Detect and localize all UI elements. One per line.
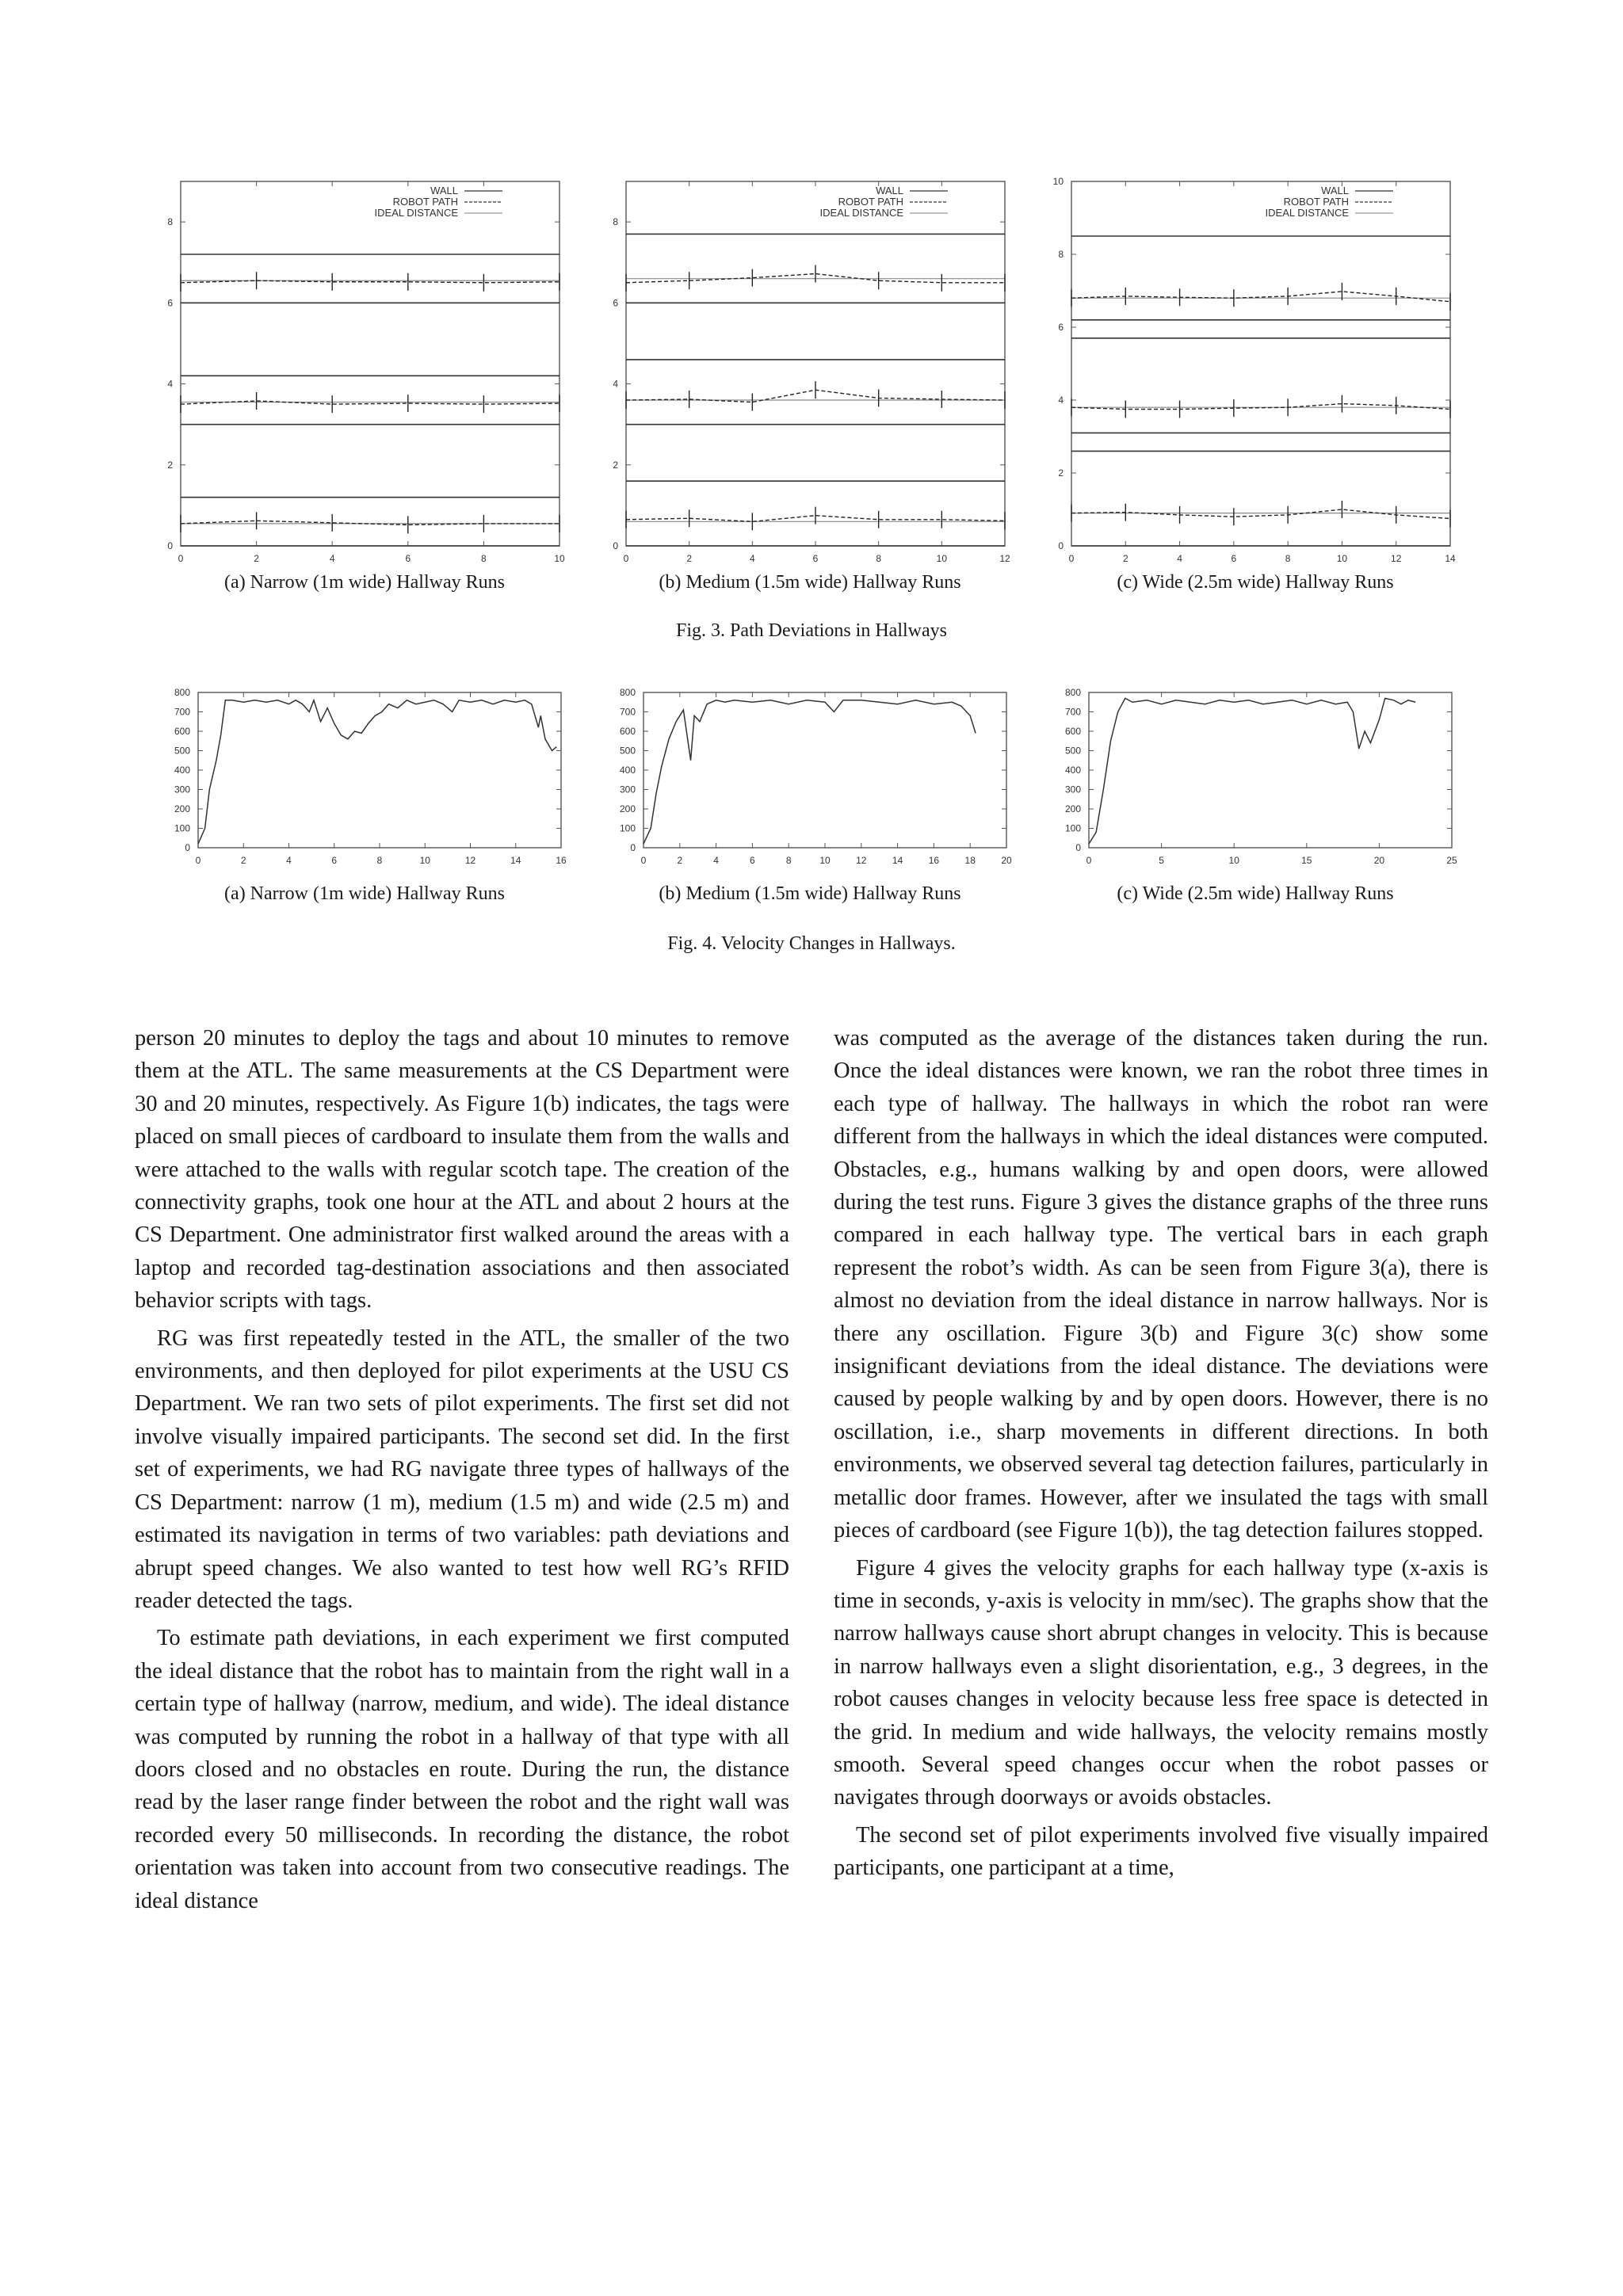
x-tick-label: 8 [1285,553,1291,564]
fig3c-subcaption: (c) Wide (2.5m wide) Hallway Runs [1117,572,1394,593]
x-tick-label: 6 [750,855,755,866]
y-tick-label: 500 [174,745,190,757]
fig4-caption: Fig. 4. Velocity Changes in Hallways. [667,933,956,954]
velocity-chart-narrow [176,689,572,871]
x-tick-label: 4 [713,855,719,866]
legend-label: ROBOT PATH [838,196,903,208]
paragraph: was computed as the average of the distances taken during the run. Once the ideal distances were known, we ran the robot three times in each type of hallway. The hallways in which the robot ran were different from the hallways in which the ideal distances were computed. Obstacles, e.g., humans walking by and open doors, were allowed during the test runs. Figure 3 gives the distance graphs of the three runs compared in each hallway type. The vertical bars in each graph represent the robot’s width. As can be seen from Figure 3(a), there is almost no deviation from the ideal distance in narrow hallways. Nor is there any oscillation. Figure 3(b) and Figure 3(c) show some insignificant deviations from the ideal distance. The deviations were caused by people walking by and by open doors. However, there is no oscillation, i.e., sharp movements in different directions. In both environments, we observed several tag detection failures, particularly in metallic door frames. However, after we insulated the tags with small pieces of cardboard (see Figure 1(b)), the tag detection failures stopped. [834,1026,1488,1543]
y-tick-label: 8 [1058,249,1064,260]
x-tick-label: 20 [1001,855,1012,866]
y-tick-label: 0 [185,842,190,853]
y-tick-label: 700 [174,706,190,718]
y-tick-label: 8 [167,216,173,228]
x-tick-label: 10 [1336,553,1348,564]
x-tick-label: 6 [331,855,338,866]
velocity-line [1089,698,1415,844]
y-tick-label: 100 [174,822,190,834]
legend-label: ROBOT PATH [1283,196,1349,208]
y-tick-label: 6 [167,297,173,309]
y-tick-label: 0 [167,540,173,551]
x-tick-label: 12 [999,553,1010,564]
x-tick-label: 8 [876,553,882,564]
velocity-line [643,700,976,844]
x-tick-label: 16 [928,855,940,866]
x-tick-label: 0 [1086,855,1092,866]
fig3-caption: Fig. 3. Path Deviations in Hallways [676,620,947,641]
plot-frame [1089,692,1452,848]
x-tick-label: 16 [556,855,567,866]
x-tick-label: 6 [1231,553,1237,564]
x-tick-label: 2 [240,855,246,866]
x-tick-label: 6 [812,553,819,564]
y-tick-label: 2 [1058,467,1064,479]
y-tick-label: 4 [613,378,618,390]
y-tick-label: 6 [613,297,618,309]
x-tick-label: 12 [1391,553,1402,564]
y-tick-label: 800 [174,687,190,698]
y-tick-label: 700 [1064,706,1081,718]
x-tick-label: 8 [376,855,383,866]
x-tick-label: 8 [785,855,792,866]
y-tick-label: 400 [619,765,636,776]
path-deviation-chart-narrow [166,178,563,566]
y-tick-label: 500 [619,745,636,757]
robot-path-line [181,521,559,524]
y-tick-label: 100 [619,822,636,834]
x-tick-label: 10 [419,855,430,866]
x-tick-label: 0 [623,553,629,564]
y-tick-label: 300 [619,784,636,795]
legend-label: WALL [1321,185,1349,196]
x-tick-label: 10 [1228,855,1239,866]
x-tick-label: 10 [936,553,948,564]
x-tick-label: 0 [178,553,184,564]
y-tick-label: 100 [1064,822,1081,834]
y-tick-label: 800 [1064,687,1081,698]
x-tick-label: 8 [481,553,487,564]
x-tick-label: 10 [819,855,831,866]
y-tick-label: 700 [619,706,636,718]
y-tick-label: 300 [174,784,190,795]
x-tick-label: 2 [686,553,693,564]
y-tick-label: 8 [613,216,618,228]
paragraph: RG was first repeatedly tested in the ATL, the smaller of the two environments, and then deployed for pilot experiments at the USU CS Department. We ran two sets of pilot experiments. The first set did not involve visually impaired participants. The second set did. In the first set of experiments, we had RG navigate three types of hallways of the CS Department: narrow (1 m), medium (1.5 m) and wide (2.5 m) and estimated its navigation in terms of two variables: path deviations and abrupt speed changes. We also wanted to test how well RG’s RFID reader detected the tags. [135,1325,789,1613]
y-tick-label: 200 [174,803,190,814]
y-tick-label: 2 [613,459,618,471]
plot-frame [626,181,1005,546]
fig4-panel-a [176,689,572,871]
y-tick-label: 600 [174,726,190,737]
x-tick-label: 2 [677,855,683,866]
x-tick-label: 4 [286,855,292,866]
x-tick-label: 2 [254,553,259,564]
legend-label: ROBOT PATH [392,196,458,208]
y-tick-label: 6 [1058,322,1064,333]
fig4-panel-c [1064,687,1463,871]
paragraph: Figure 4 gives the velocity graphs for each hallway type (x-axis is time in seconds, y-axis is velocity in mm/sec). The graphs show that the narrow hallways cause short abrupt changes in velocity. This is because in narrow hallways even a slight disorientation, e.g., 3 degrees, in the robot causes changes in velocity because less free space is detected in the grid. In medium and wide hallways, the velocity remains mostly smooth. Several speed changes occur when the robot passes or navigates through doorways or avoids obstacles. [834,1555,1488,1810]
fig3-panel-a [166,178,563,566]
x-tick-label: 14 [892,855,903,866]
fig4c-subcaption: (c) Wide (2.5m wide) Hallway Runs [1117,883,1394,904]
x-tick-label: 15 [1301,855,1312,866]
fig3b-subcaption: (b) Medium (1.5m wide) Hallway Runs [659,572,961,593]
y-tick-label: 4 [1058,395,1064,406]
y-tick-label: 200 [1064,803,1081,814]
y-tick-label: 200 [619,803,636,814]
x-tick-label: 4 [329,553,335,564]
robot-path-line [1071,292,1450,302]
x-tick-label: 25 [1446,855,1457,866]
y-tick-label: 600 [1064,726,1081,737]
legend-label: IDEAL DISTANCE [819,207,903,219]
y-tick-label: 600 [619,726,636,737]
y-tick-label: 800 [619,687,636,698]
velocity-line [198,700,556,844]
x-tick-label: 5 [1159,855,1164,866]
y-tick-label: 4 [167,378,173,390]
robot-path-line [1071,404,1450,410]
y-tick-label: 500 [1064,745,1081,757]
legend-label: IDEAL DISTANCE [374,207,458,219]
y-tick-label: 400 [174,765,190,776]
velocity-chart-medium [621,689,1018,871]
paragraph: person 20 minutes to deploy the tags and about 10 minutes to remove them at the ATL. The same measurements at the CS Department were 30 and 20 minutes, respectively. As Figure 1(b) indicates, the tags were placed on small pieces of cardboard to insulate them from the walls and were attached to the walls with regular scotch tape. The creation of the connectivity graphs, took one hour at the ATL and about 2 hours at the CS Department. One administrator first walked around the areas with a laptop and recorded tag-destination associations and then associated behavior scripts with tags. [135,1026,789,1314]
path-deviation-chart-wide [1052,176,1456,566]
path-deviation-chart-medium [612,178,1008,566]
x-tick-label: 2 [1122,553,1128,564]
plot-frame [643,692,1006,848]
y-tick-label: 400 [1064,765,1081,776]
fig4-panel-b [621,689,1018,871]
plot-frame [198,692,561,848]
x-tick-label: 20 [1373,855,1385,866]
velocity-chart-wide [1064,687,1463,871]
x-tick-label: 0 [195,855,201,866]
y-tick-label: 0 [1075,842,1081,853]
fig4b-subcaption: (b) Medium (1.5m wide) Hallway Runs [659,883,961,904]
y-tick-label: 2 [167,459,173,471]
x-tick-label: 10 [554,553,565,564]
plot-frame [181,181,559,546]
left-column [135,1022,789,1917]
y-tick-label: 0 [1058,540,1064,551]
y-tick-label: 0 [630,842,636,853]
legend-label: IDEAL DISTANCE [1265,207,1349,219]
x-tick-label: 18 [964,855,976,866]
x-tick-label: 6 [405,553,411,564]
legend-label: WALL [876,185,903,196]
legend-label: WALL [430,185,458,196]
y-tick-label: 0 [613,540,618,551]
fig3-panel-c [1052,176,1456,566]
robot-path-line [1071,509,1450,519]
x-tick-label: 12 [856,855,867,866]
paragraph: To estimate path deviations, in each experiment we first computed the ideal distance that the robot has to maintain from the right wall in a certain type of hallway (narrow, medium, and wide). The ideal distance was computed by running the robot in a hallway of that type with all doors closed and no obstacles en route. During the run, the distance read by the laser range finder between the robot and the right wall was recorded every 50 milliseconds. In recording the distance, the robot orientation was taken into account from two consecutive readings. The ideal distance [135,1626,789,1913]
fig4a-subcaption: (a) Narrow (1m wide) Hallway Runs [224,883,505,904]
x-tick-label: 14 [510,855,521,866]
right-column [834,1022,1488,1885]
x-tick-label: 4 [1177,553,1182,564]
fig3-panel-b [612,178,1008,566]
x-tick-label: 0 [640,855,647,866]
x-tick-label: 14 [1445,553,1456,564]
x-tick-label: 12 [464,855,476,866]
fig3a-subcaption: (a) Narrow (1m wide) Hallway Runs [224,572,505,593]
paragraph: The second set of pilot experiments involved five visually impaired participants, one participant at a time, [834,1822,1488,1881]
y-tick-label: 300 [1064,784,1081,795]
x-tick-label: 4 [749,553,755,564]
x-tick-label: 0 [1068,553,1075,564]
y-tick-label: 10 [1052,176,1064,187]
